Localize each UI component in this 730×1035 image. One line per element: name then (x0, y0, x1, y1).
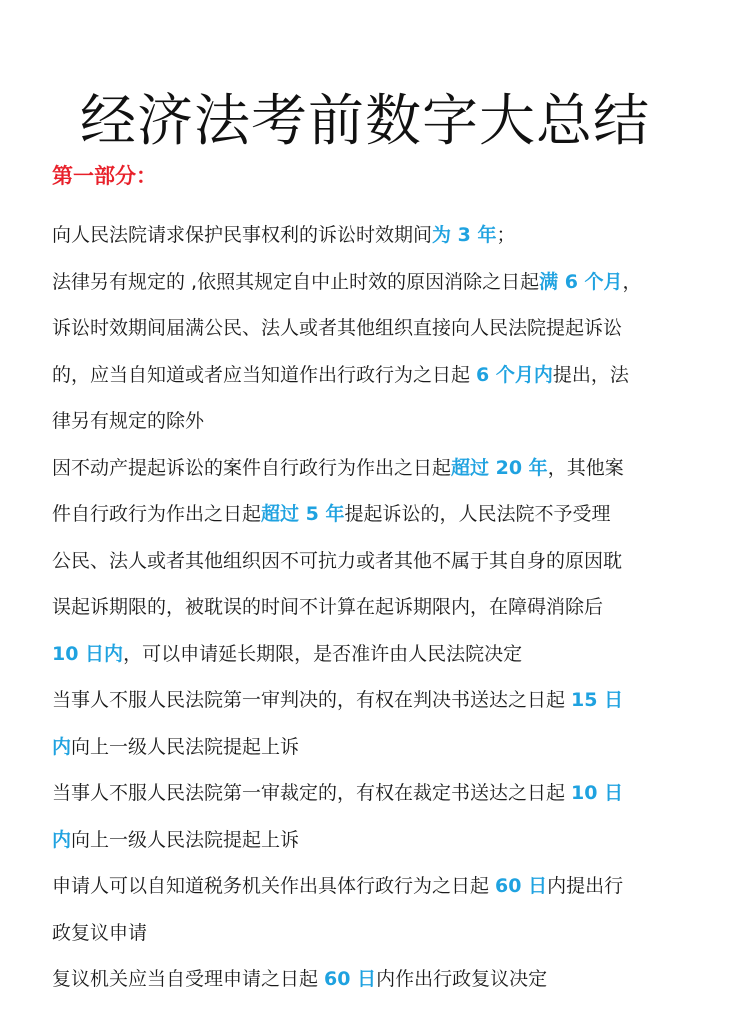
highlighted-number: 60 日 (495, 875, 548, 897)
text-segment: 内作出行政复议决定 (376, 968, 548, 990)
highlighted-number: 为 3 年 (432, 224, 497, 246)
text-line (52, 863, 692, 910)
highlighted-number: 10 日内 (52, 642, 124, 665)
highlighted-number: 内 (52, 828, 72, 851)
text-line (52, 724, 692, 771)
text-segment: 向上一级人民法院提起上诉 (71, 828, 300, 851)
text-segment: 因不动产提起诉讼的案件自行政行为作出之日起 (52, 456, 452, 479)
highlighted-number: 6 个月内 (476, 363, 553, 386)
section-heading: 第一部分： (52, 164, 157, 188)
text-segment: 申请人可以自知道税务机关作出具体行政行为之日起 (52, 875, 496, 897)
text-line (52, 817, 692, 864)
text-line (52, 305, 692, 352)
highlighted-number: 15 日 (571, 689, 624, 711)
text-segment: 件自行政行为作出之日起 (52, 503, 262, 525)
text-segment: 提出，法 (552, 363, 629, 386)
highlighted-number: 10 日 (571, 782, 624, 804)
text-segment: 向上一级人民法院提起上诉 (71, 735, 300, 758)
text-segment: 复议机关应当自受理申请之日起 (52, 968, 325, 990)
text-segment: 误起诉期限的，被耽误的时间不计算在起诉期限内，在障碍消除后 (52, 596, 604, 618)
text-line (52, 398, 692, 445)
page-title: 经济法考前数字大总结 (80, 88, 650, 154)
text-line (52, 956, 692, 1003)
text-segment: 向人民法院请求保护民事权利的诉讼时效期间 (52, 224, 433, 246)
text-line (52, 538, 692, 585)
text-segment: 当事人不服人民法院第一审判决的，有权在判决书送达之日起 (52, 689, 572, 711)
text-line (52, 677, 692, 724)
text-line (52, 212, 692, 259)
text-segment: 提起诉讼的，人民法院不予受理 (344, 503, 611, 525)
text-segment: ，其他案 (547, 456, 624, 479)
text-line (52, 259, 692, 306)
text-segment: 当事人不服人民法院第一审裁定的，有权在裁定书送达之日起 (52, 782, 572, 804)
text-segment: 政复议申请 (52, 921, 148, 944)
text-segment: 内提出行 (547, 875, 624, 897)
highlighted-number: 内 (52, 735, 72, 758)
text-segment: ， (622, 270, 642, 293)
text-line (52, 631, 692, 678)
content-body (52, 212, 692, 1003)
text-segment: 法律另有规定的 ,依照其规定自中止时效的原因消除之日起 (52, 270, 540, 293)
highlighted-number: 60 日 (324, 968, 377, 990)
text-line (52, 584, 692, 631)
text-line (52, 445, 692, 492)
text-line (52, 910, 692, 957)
text-segment: ； (496, 224, 516, 246)
text-segment: 律另有规定的除外 (52, 410, 205, 432)
text-segment: 公民、法人或者其他组织因不可抗力或者其他不属于其自身的原因耽 (52, 549, 623, 572)
text-line (52, 491, 692, 538)
text-line (52, 770, 692, 817)
text-segment: 的，应当自知道或者应当知道作出行政行为之日起 (52, 363, 477, 386)
text-segment: 诉讼时效期间届满公民、法人或者其他组织直接向人民法院提起诉讼 (52, 317, 623, 339)
text-segment: ，可以申请延长期限，是否准许由人民法院决定 (123, 642, 523, 665)
highlighted-number: 超过 5 年 (261, 503, 345, 525)
text-line (52, 352, 692, 399)
highlighted-number: 超过 20 年 (451, 456, 548, 479)
highlighted-number: 满 6 个月 (539, 270, 623, 293)
